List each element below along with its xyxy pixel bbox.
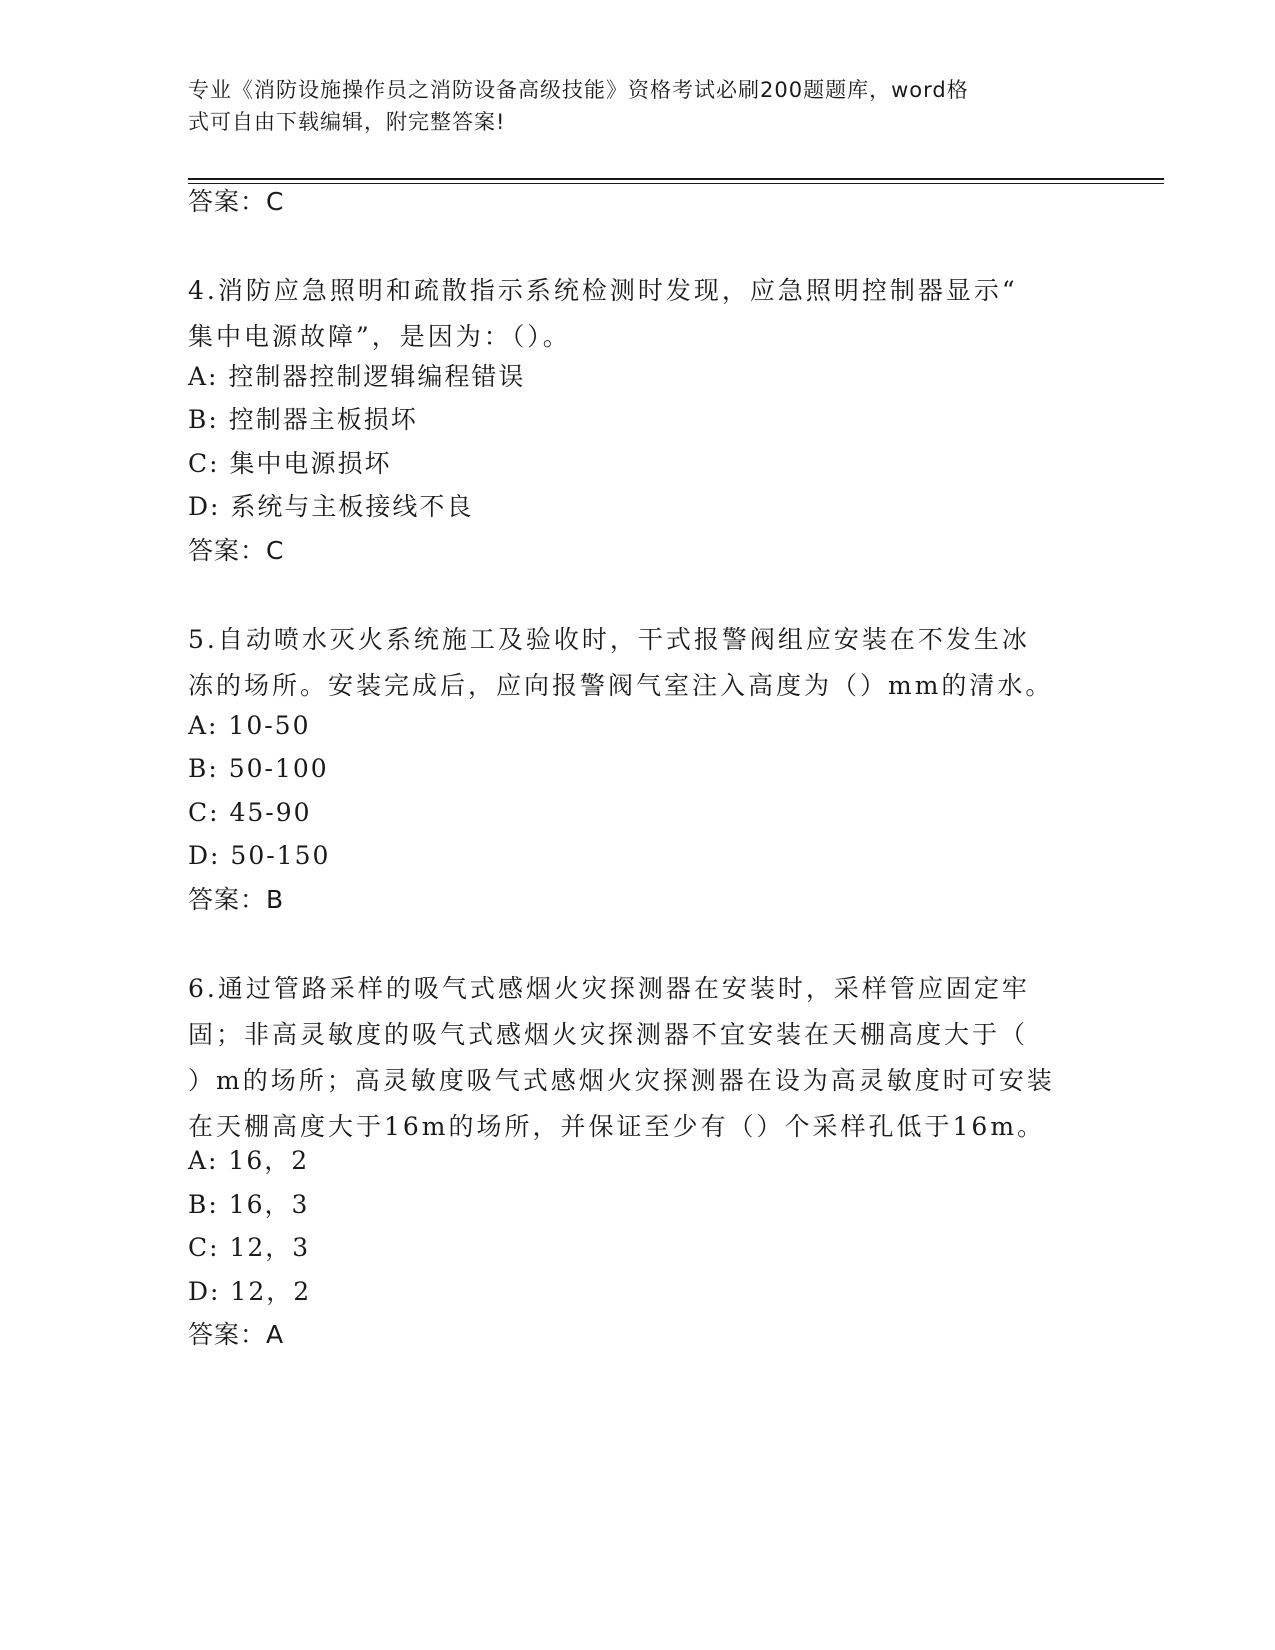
question-5-option-d: D: 50-150 (188, 841, 331, 870)
question-5-stem-line: 5.自动喷水灭火系统施工及验收时，干式报警阀组应安装在不发生冰 (188, 625, 1030, 654)
question-5-answer: 答案：B (188, 885, 285, 914)
question-6-answer: 答案：A (188, 1320, 285, 1349)
question-4-option-d: D: 系统与主板接线不良 (188, 492, 474, 521)
header-divider-thick (188, 178, 1164, 180)
question-4-option-c: C: 集中电源损坏 (188, 449, 392, 478)
question-4-stem (188, 268, 1088, 360)
question-6-stem-line: 6.通过管路采样的吸气式感烟火灾探测器在安装时，采样管应固定牢 (188, 974, 1030, 1003)
question-5-option-c: C: 45-90 (188, 798, 312, 827)
question-6-stem-line: ）m的场所；高灵敏度吸气式感烟火灾探测器在设为高灵敏度时可安装 (188, 1066, 1055, 1095)
question-6-option-a: A: 16，2 (188, 1146, 310, 1175)
question-6-stem-line: 固；非高灵敏度的吸气式感烟火灾探测器不宜安装在天棚高度大于（ (188, 1020, 1029, 1049)
question-6-stem (188, 966, 1088, 1150)
question-5-option-b: B: 50-100 (188, 754, 329, 783)
question-4-option-b: B: 控制器主板损坏 (188, 405, 418, 434)
question-6-option-b: B: 16，3 (188, 1190, 310, 1219)
question-6-stem-line: 在天棚高度大于16m的场所，并保证至少有（）个采样孔低于16m。 (188, 1112, 1046, 1141)
question-6-option-d: D: 12，2 (188, 1277, 312, 1306)
header-line-2: 式可自由下载编辑，附完整答案! (188, 110, 506, 134)
question-5-stem (188, 617, 1088, 709)
question-4-stem-line: 集中电源故障”，是因为：（）。 (188, 322, 571, 351)
question-5-option-a: A: 10-50 (188, 711, 311, 740)
header-divider-thin (188, 183, 1164, 184)
question-6-option-c: C: 12，3 (188, 1233, 311, 1262)
header-line-1: 专业《消防设施操作员之消防设备高级技能》资格考试必刷200题题库，word格 (188, 78, 969, 102)
previous-answer: 答案：C (188, 187, 285, 216)
question-5-stem-line: 冻的场所。安装完成后，应向报警阀气室注入高度为（）mm的清水。 (188, 671, 1054, 700)
question-4-answer: 答案：C (188, 536, 285, 565)
question-4-stem-line: 4.消防应急照明和疏散指示系统检测时发现，应急照明控制器显示“ (188, 276, 1018, 305)
document-header (188, 74, 1068, 138)
question-4-option-a: A: 控制器控制逻辑编程错误 (188, 362, 526, 391)
